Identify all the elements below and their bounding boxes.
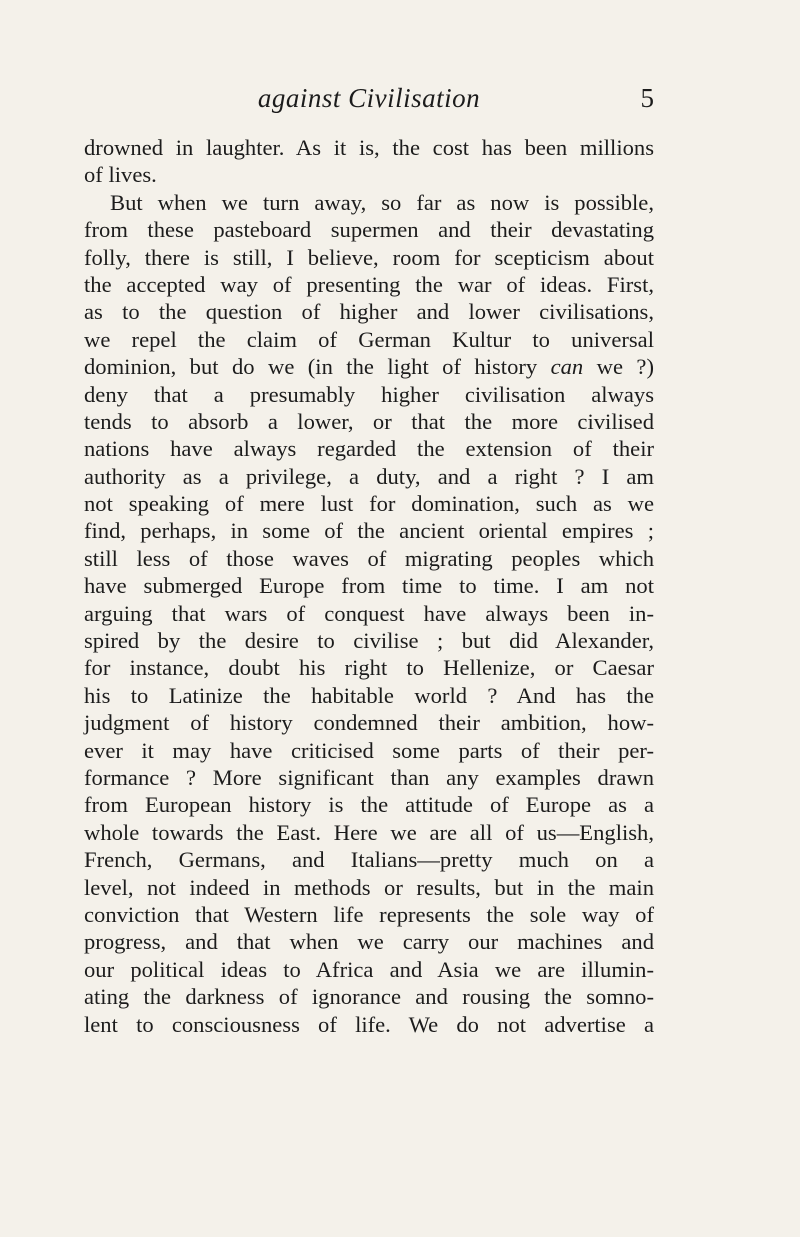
text-line: for instance, doubt his right to Hellenize, or Caesar xyxy=(84,655,654,681)
text-line: But when we turn away, so far as now is possible, xyxy=(110,189,654,215)
text-line: ating the darkness of ignorance and rousing the somno- xyxy=(84,984,654,1010)
text-line: progress, and that when we carry our machines and xyxy=(84,929,654,955)
text-line: his to Latinize the habitable world ? And has the xyxy=(84,682,654,708)
text-line: have submerged Europe from time to time. I am not xyxy=(84,573,654,599)
running-title: against Civilisation xyxy=(257,83,481,113)
text-line-emphasis xyxy=(84,353,654,380)
body-text xyxy=(84,134,654,1038)
text-line: as to the question of higher and lower civilisations, xyxy=(84,299,654,325)
text-line: authority as a privilege, a duty, and a right ? I am xyxy=(84,463,654,489)
running-head xyxy=(84,80,654,120)
text-fragment: we ?) xyxy=(583,354,654,380)
text-line: from European history is the attitude of Europe as a xyxy=(84,792,654,818)
text-line: the accepted way of presenting the war of ideas. First, xyxy=(84,271,654,297)
text-line: folly, there is still, I believe, room for scepticism about xyxy=(84,244,654,270)
text-line: whole towards the East. Here we are all of us—English, xyxy=(84,819,654,845)
text-fragment: dominion, but do we (in the light of history xyxy=(84,354,551,380)
text-line: drowned in laughter. As it is, the cost has been millions xyxy=(84,135,654,160)
text-line: level, not indeed in methods or results, but in the main xyxy=(84,874,654,900)
text-line: conviction that Western life represents the sole way of xyxy=(84,901,654,927)
text-line: ever it may have criticised some parts of their per- xyxy=(84,737,654,763)
text-line: not speaking of mere lust for domination, such as we xyxy=(84,491,654,517)
text-line: tends to absorb a lower, or that the more civilised xyxy=(84,408,654,434)
text-line: arguing that wars of conquest have always been in- xyxy=(84,600,654,626)
text-line: lent to consciousness of life. We do not advertise a xyxy=(84,1011,654,1037)
text-line: spired by the desire to civilise ; but did Alexander, xyxy=(84,628,654,654)
text-line: from these pasteboard supermen and their devastating xyxy=(84,217,654,243)
page-number: 5 xyxy=(640,83,654,113)
emphasized-word: can xyxy=(550,354,584,380)
text-line: find, perhaps, in some of the ancient oriental empires ; xyxy=(84,518,654,544)
text-line: French, Germans, and Italians—pretty much on a xyxy=(84,847,654,873)
text-line: formance ? More significant than any examples drawn xyxy=(84,764,654,790)
text-line: judgment of history condemned their ambition, how- xyxy=(84,710,654,736)
text-line: our political ideas to Africa and Asia we are illumin- xyxy=(84,956,654,982)
text-line: of lives. xyxy=(84,162,157,188)
text-line: nations have always regarded the extension of their xyxy=(84,436,654,462)
text-line: we repel the claim of German Kultur to universal xyxy=(84,326,654,352)
text-line: still less of those waves of migrating peoples which xyxy=(84,545,654,571)
text-line: deny that a presumably higher civilisation always xyxy=(84,381,654,407)
